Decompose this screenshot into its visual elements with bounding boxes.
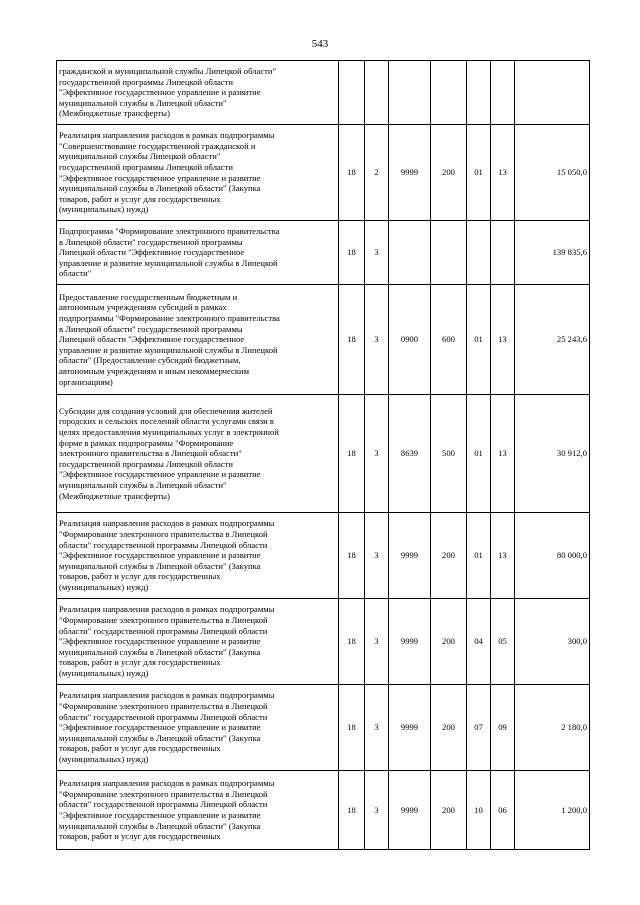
row-code-subsection: 09 (491, 685, 515, 771)
row-code-ministry: 18 (339, 685, 365, 771)
row-code-ministry (339, 61, 365, 125)
row-code-ministry: 18 (339, 221, 365, 285)
row-code-ministry: 18 (339, 395, 365, 513)
row-amount (515, 61, 590, 125)
row-code-expense-type (431, 221, 467, 285)
row-code-expense-type: 200 (431, 685, 467, 771)
table-row (57, 61, 590, 125)
page-number: 543 (311, 38, 329, 50)
row-code-subprogram: 2 (365, 125, 389, 221)
row-code-subprogram: 3 (365, 221, 389, 285)
row-code-subprogram (365, 61, 389, 125)
row-description: Реализация направления расходов в рамках подпрограммы "Формирование электронного правительства в Липецкой области" государственной программы Липецкой области "Эффективное государственное управление и развитие муниципальной службы в Липецкой области" (Закупка товаров, работ и услуг для государственных (муниципальных) нужд) (57, 513, 339, 599)
row-code-expense-type: 200 (431, 513, 467, 599)
row-code-subprogram: 3 (365, 285, 389, 395)
row-description: Реализация направления расходов в рамках подпрограммы "Формирование электронного правительства в Липецкой области" государственной программы Липецкой области "Эффективное государственное управление и развитие муниципальной службы в Липецкой области" (Закупка товаров, работ и услуг для государственных (муниципальных) нужд) (57, 599, 339, 685)
table-row (57, 395, 590, 513)
row-code-direction: 9999 (389, 513, 431, 599)
row-description: Реализация направления расходов в рамках подпрограммы "Формирование электронного правительства в Липецкой области" государственной программы Липецкой области "Эффективное государственное управление и развитие муниципальной службы в Липецкой области" (Закупка товаров, работ и услуг для государственных (муниципальных) нужд) (57, 685, 339, 771)
row-code-section: 10 (467, 771, 491, 850)
row-amount: 30 912,0 (515, 395, 590, 513)
row-amount: 1 200,0 (515, 771, 590, 850)
row-amount: 25 243,6 (515, 285, 590, 395)
row-code-subprogram: 3 (365, 599, 389, 685)
row-amount: 15 050,0 (515, 125, 590, 221)
table-row (57, 125, 590, 221)
table-row (57, 599, 590, 685)
row-code-ministry: 18 (339, 513, 365, 599)
row-description: Реализация направления расходов в рамках подпрограммы "Совершенствование государственной гражданской и муниципальной службы Липецкой области" государственной программы Липецкой области "Эффективное государственное управление и развитие муниципальной службы в Липецкой области" (Закупка товаров, работ и услуг для государственных (муниципальных) нужд) (57, 125, 339, 221)
row-code-section: 04 (467, 599, 491, 685)
row-code-section: 07 (467, 685, 491, 771)
row-code-section: 01 (467, 125, 491, 221)
row-amount: 139 835,6 (515, 221, 590, 285)
row-description: Субсидии для создания условий для обеспечения жителей городских и сельских поселений области услугами связи в целях предоставления муниципальных услуг в электронной форме в рамках подпрограммы "Формирование электронного правительства в Липецкой области" государственной программы Липецкой области "Эффективное государственное управление и развитие муниципальной службы в Липецкой области" (Межбюджетные трансферты) (57, 395, 339, 513)
row-code-subsection: 13 (491, 513, 515, 599)
row-code-direction: 9999 (389, 685, 431, 771)
row-code-ministry: 18 (339, 285, 365, 395)
row-code-direction: 9999 (389, 771, 431, 850)
row-code-expense-type (431, 61, 467, 125)
row-code-expense-type: 600 (431, 285, 467, 395)
row-code-ministry: 18 (339, 125, 365, 221)
row-description: Подпрограмма "Формирование электронного правительства в Липецкой области" государственной программы Липецкой области "Эффективное государственное управление и развитие муниципальной службы в Липецкой области" (57, 221, 339, 285)
row-code-expense-type: 200 (431, 771, 467, 850)
row-code-expense-type: 200 (431, 599, 467, 685)
row-code-section (467, 221, 491, 285)
row-code-ministry: 18 (339, 771, 365, 850)
row-code-section: 01 (467, 395, 491, 513)
row-code-direction (389, 221, 431, 285)
row-code-subsection: 13 (491, 125, 515, 221)
table-row (57, 513, 590, 599)
row-code-subprogram: 3 (365, 513, 389, 599)
budget-table (56, 60, 590, 850)
row-code-subprogram: 3 (365, 771, 389, 850)
row-code-section: 01 (467, 513, 491, 599)
row-code-ministry: 18 (339, 599, 365, 685)
row-code-subsection (491, 221, 515, 285)
row-code-direction: 0900 (389, 285, 431, 395)
row-description: гражданской и муниципальной службы Липецкой области" государственной программы Липецкой области "Эффективное государственное управление и развитие муниципальной службы в Липецкой области" (Межбюджетные трансферты) (57, 61, 339, 125)
row-code-subsection: 06 (491, 771, 515, 850)
row-code-direction: 9999 (389, 125, 431, 221)
row-code-section (467, 61, 491, 125)
row-code-subsection (491, 61, 515, 125)
row-code-direction (389, 61, 431, 125)
row-code-section: 01 (467, 285, 491, 395)
row-code-direction: 8639 (389, 395, 431, 513)
row-code-expense-type: 500 (431, 395, 467, 513)
row-amount: 300,0 (515, 599, 590, 685)
row-code-subsection: 13 (491, 285, 515, 395)
row-description: Реализация направления расходов в рамках подпрограммы "Формирование электронного правительства в Липецкой области" государственной программы Липецкой области "Эффективное государственное управление и развитие муниципальной службы в Липецкой области" (Закупка товаров, работ и услуг для государственных (57, 771, 339, 850)
row-description: Предоставление государственным бюджетным и автономным учреждениям субсидий в рамках подпрограммы "Формирование электронного правительства в Липецкой области" государственной программы Липецкой области "Эффективное государственное управление и развитие муниципальной службы в Липецкой области" (Предоставление субсидий бюджетным, автономным учреждениям и иным некоммерческим организациям) (57, 285, 339, 395)
row-code-expense-type: 200 (431, 125, 467, 221)
row-code-subsection: 13 (491, 395, 515, 513)
table-row (57, 221, 590, 285)
row-code-subprogram: 3 (365, 685, 389, 771)
row-code-direction: 9999 (389, 599, 431, 685)
table-row (57, 771, 590, 850)
table-row (57, 685, 590, 771)
row-code-subsection: 05 (491, 599, 515, 685)
row-amount: 2 180,0 (515, 685, 590, 771)
table-row (57, 285, 590, 395)
row-amount: 80 000,0 (515, 513, 590, 599)
row-code-subprogram: 3 (365, 395, 389, 513)
